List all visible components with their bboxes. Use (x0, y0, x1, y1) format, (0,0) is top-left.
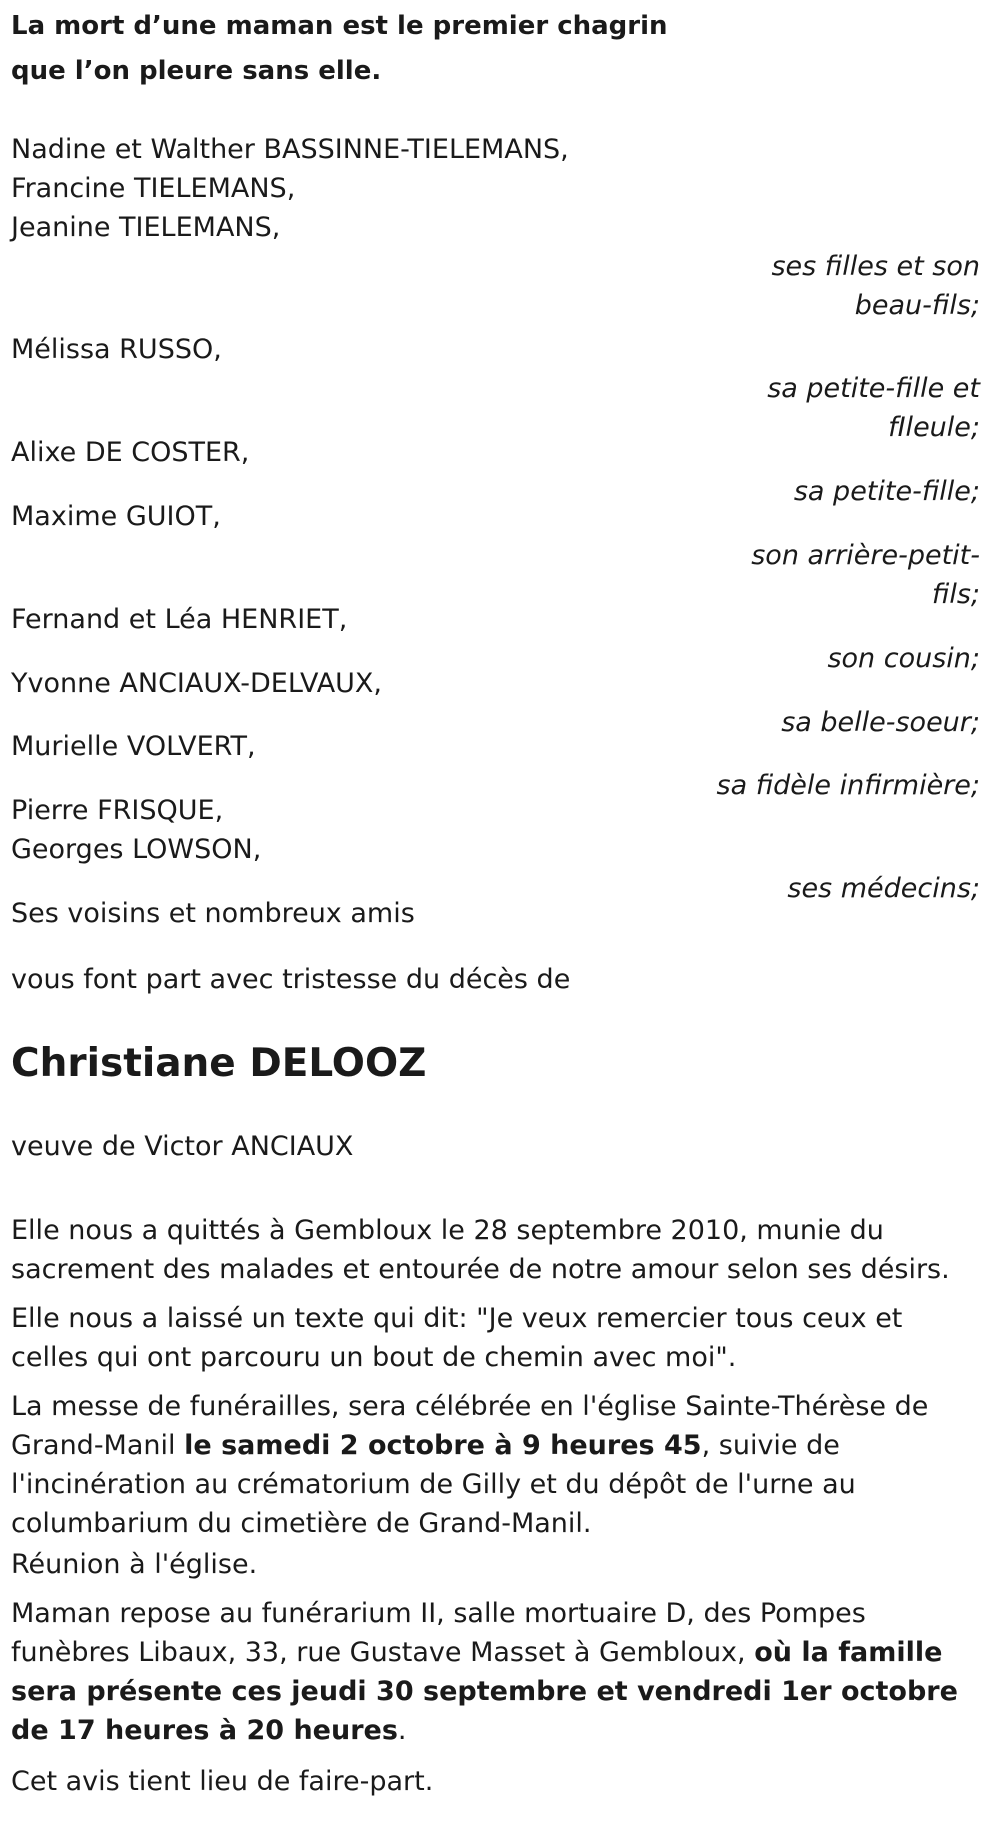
deceased-name: Christiane DELOOZ (11, 1041, 427, 1086)
family-name: Maxime GUIOT, (11, 501, 221, 532)
family-relation: sa petite-fille; (793, 476, 980, 507)
family-name: Ses voisins et nombreux amis (11, 898, 415, 929)
epigraph (11, 4, 668, 94)
family-name: Georges LOWSON, (11, 834, 262, 865)
family-name: Murielle VOLVERT, (11, 731, 256, 762)
family-relation: son arrière-petit-fils; (751, 540, 980, 610)
epigraph-line-1: La mort d’une maman est le premier chagrin (11, 11, 668, 41)
paragraph-notice: Cet avis tient lieu de faire-part. (11, 1766, 434, 1797)
family-name: Pierre FRISQUE, (11, 795, 224, 826)
family-name: Alixe DE COSTER, (11, 437, 250, 468)
family-group-neighbours (11, 894, 980, 933)
funeral-text: La messe de funérailles, sera célébrée en l'église Sainte-Thérèse de Grand-Manil (11, 1391, 929, 1461)
family-name: Yvonne ANCIAUX-DELVAUX, (11, 668, 382, 699)
family-group-great-grandson (11, 497, 980, 614)
family-name: Jeanine TIELEMANS, (11, 212, 281, 243)
epigraph-line-2: que l’on pleure sans elle. (11, 56, 382, 86)
paragraph-death: Elle nous a quittés à Gembloux le 28 septembre 2010, munie du sacrement des malades et entourée de notre amour selon ses désirs. (11, 1215, 950, 1285)
paragraph-quote: Elle nous a laissé un texte qui dit: "Je veux remercier tous ceux et celles qui ont parcouru un bout de chemin avec moi". (11, 1303, 903, 1373)
family-name: Fernand et Léa HENRIET, (11, 604, 348, 635)
family-relation: sa belle-soeur; (781, 707, 980, 738)
family-relation: ses médecins; (787, 873, 980, 904)
family-group-doctors (11, 791, 980, 908)
paragraph-funeral (11, 1387, 971, 1543)
paragraph-meeting: Réunion à l'église. (11, 1549, 258, 1580)
family-relation: ses filles et son beau-fils; (771, 251, 980, 321)
family-name: Francine TIELEMANS, (11, 173, 296, 204)
family-relation: sa fidèle infirmière; (716, 770, 980, 801)
family-relation: sa petite-fille et fIleule; (767, 373, 980, 443)
family-name: Mélissa RUSSO, (11, 334, 222, 365)
funeral-text-cont: , suivie de l'incinération au crématorium de Gilly et du dépôt de l'urne au columbarium du cimetière de Grand-Manil. (11, 1430, 856, 1539)
funerarium-text: Maman repose au funérarium II, salle mortuaire D, des Pompes funèbres Libaux, 33, rue Gustave Masset à Gembloux, (11, 1598, 866, 1668)
funeral-date: le samedi 2 octobre à 9 heures 45 (184, 1430, 702, 1461)
announcement: vous font part avec tristesse du décès de (11, 964, 571, 995)
paragraph-funerarium (11, 1594, 971, 1750)
family-name: Nadine et Walther BASSINNE-TIELEMANS, (11, 134, 569, 165)
family-relation: son cousin; (827, 643, 980, 674)
family-group-granddaughter (11, 330, 980, 447)
family-group-daughters (11, 130, 980, 325)
widow-of: veuve de Victor ANCIAUX (11, 1131, 354, 1162)
funerarium-period: . (397, 1715, 407, 1746)
family-presence: où la famille sera présente ces jeudi 30 septembre et vendredi 1er octobre de 17 heures à 20 heures (11, 1637, 958, 1746)
